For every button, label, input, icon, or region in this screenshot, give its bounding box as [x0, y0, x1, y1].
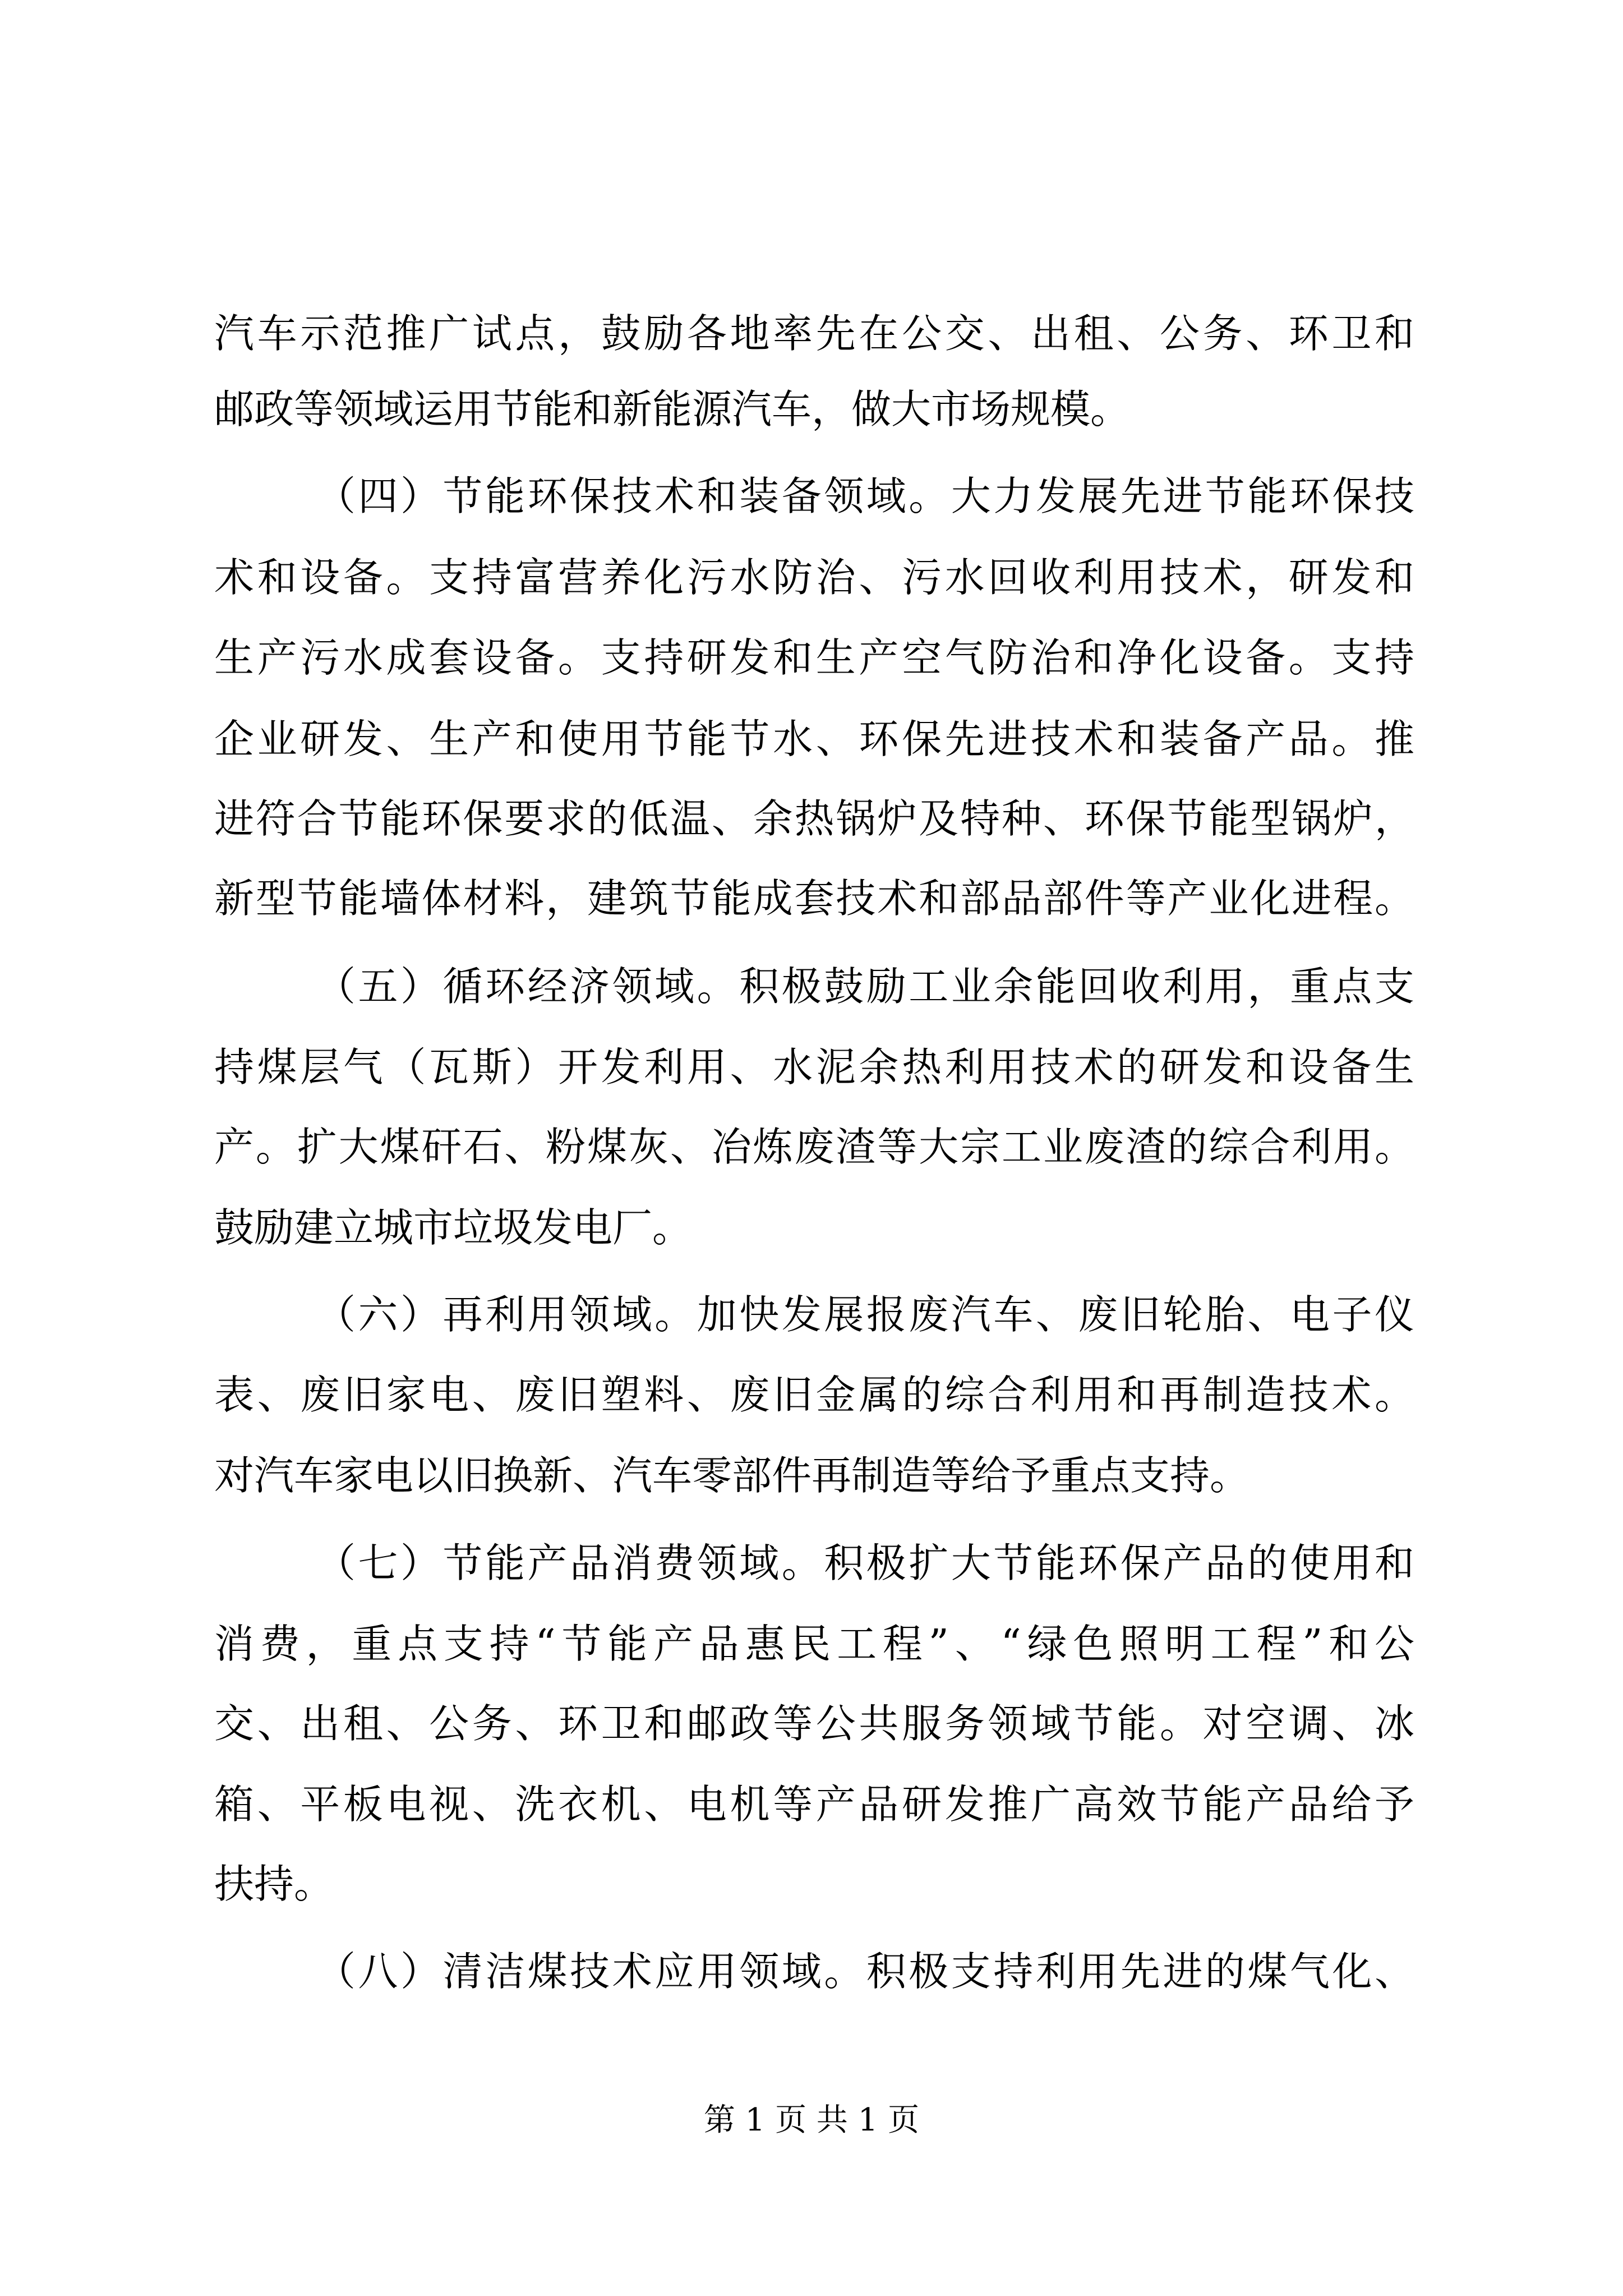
body-text-line: 对汽车家电以旧换新、汽车零部件再制造等给予重点支持。	[214, 1452, 1250, 1499]
body-text-line: 进符合节能环保要求的低温、余热锅炉及特种、环保节能型锅炉，	[214, 795, 1414, 842]
body-text-line: 邮政等领域运用节能和新能源汽车，做大市场规模。	[214, 386, 1131, 432]
paragraph-first-line: （七）节能产品消费领域。积极扩大节能环保产品的使用和	[316, 1540, 1414, 1586]
body-text-line: 鼓励建立城市垃圾发电厂。	[214, 1204, 693, 1251]
body-text-line: 产。扩大煤矸石、粉煤灰、冶炼废渣等大宗工业废渣的综合利用。	[214, 1124, 1414, 1170]
page-footer: 第 1 页 共 1 页	[703, 2102, 920, 2138]
body-text-line: 企业研发、生产和使用节能节水、环保先进技术和装备产品。推	[214, 716, 1414, 762]
body-text-line: 新型节能墙体材料，建筑节能成套技术和部品部件等产业化进程。	[214, 875, 1414, 922]
body-text-line: 扶持。	[214, 1861, 334, 1907]
paragraph-first-line: （六）再利用领域。加快发展报废汽车、废旧轮胎、电子仪	[316, 1291, 1414, 1338]
body-text-line: 箱、平板电视、洗衣机、电机等产品研发推广高效节能产品给予	[214, 1781, 1414, 1828]
paragraph-first-line: （四）节能环保技术和装备领域。大力发展先进节能环保技	[316, 473, 1414, 519]
paragraph-first-line: （八）清洁煤技术应用领域。积极支持利用先进的煤气化、	[316, 1948, 1414, 1995]
body-text-line: 汽车示范推广试点，鼓励各地率先在公交、出租、公务、环卫和	[214, 310, 1414, 357]
body-text-line: 持煤层气（瓦斯）开发利用、水泥余热利用技术的研发和设备生	[214, 1044, 1414, 1091]
body-text-line: 生产污水成套设备。支持研发和生产空气防治和净化设备。支持	[214, 634, 1414, 681]
paragraph-first-line: （五）循环经济领域。积极鼓励工业余能回收利用，重点支	[316, 963, 1414, 1010]
body-text-line: 交、出租、公务、环卫和邮政等公共服务领域节能。对空调、冰	[214, 1700, 1414, 1747]
body-text-line: 消费，重点支持“节能产品惠民工程”、“绿色照明工程”和公	[214, 1621, 1414, 1667]
body-text-line: 表、废旧家电、废旧塑料、废旧金属的综合利用和再制造技术。	[214, 1372, 1414, 1418]
body-text-line: 术和设备。支持富营养化污水防治、污水回收利用技术，研发和	[214, 554, 1414, 601]
